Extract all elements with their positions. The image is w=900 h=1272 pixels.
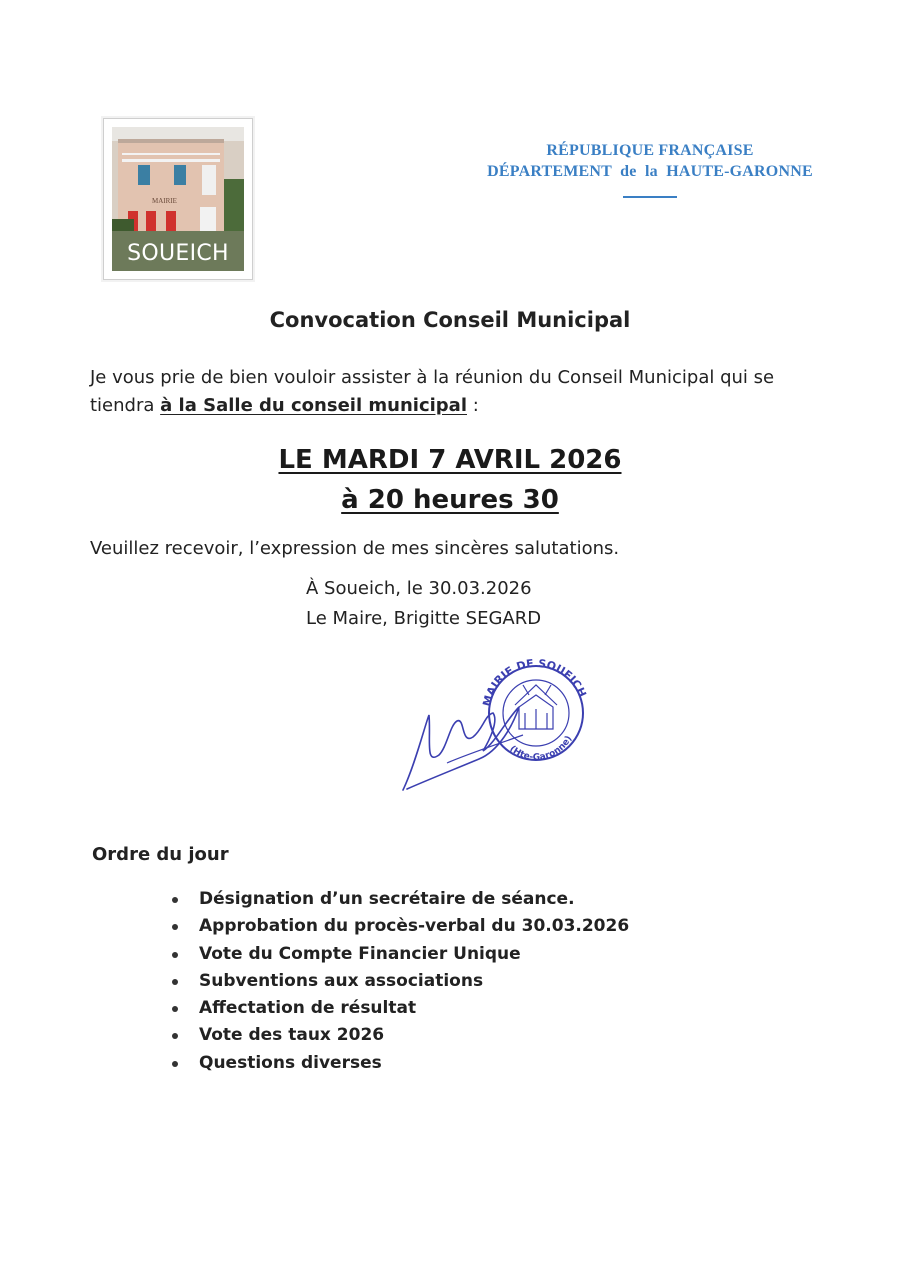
letterhead (440, 140, 860, 198)
place-date: À Soueich, le 30.03.2026 (306, 578, 532, 599)
stamp-emblem (515, 685, 557, 729)
page-title: Convocation Conseil Municipal (269, 308, 631, 332)
stamp-bottom-text: (Hte-Garonne) (507, 734, 575, 763)
handwritten-signature (403, 707, 519, 790)
meeting-date: LE MARDI 7 AVRIL 2026 (278, 445, 622, 475)
meeting-time: à 20 heures 30 (341, 485, 559, 515)
intro-colon: : (467, 395, 479, 416)
official-stamp (395, 655, 595, 800)
list-item: Désignation d’un secrétaire de séance. (170, 888, 629, 915)
agenda-title: Ordre du jour (92, 844, 229, 865)
intro-paragraph (90, 364, 830, 420)
signature-block (306, 574, 541, 634)
list-item: Vote des taux 2026 (170, 1024, 629, 1051)
agenda-list (170, 888, 629, 1079)
mairie-sign-text: MAIRIE (152, 197, 177, 205)
list-item: Affectation de résultat (170, 997, 629, 1024)
list-item: Approbation du procès-verbal du 30.03.2026 (170, 915, 629, 942)
salutation: Veuillez recevoir, l’expression de mes sincères salutations. (90, 538, 620, 559)
header-republic: RÉPUBLIQUE FRANÇAISE (546, 142, 754, 159)
list-item: Subventions aux associations (170, 970, 629, 997)
meeting-place: à la Salle du conseil municipal (160, 395, 467, 416)
stamp-top-text: MAIRIE DE SOUEICH (480, 656, 589, 708)
town-hall-logo (103, 118, 253, 280)
logo-caption: SOUEICH (127, 241, 229, 266)
signer-name: Le Maire, Brigitte SEGARD (306, 608, 542, 629)
list-item: Vote du Compte Financier Unique (170, 943, 629, 970)
header-rule (623, 196, 677, 198)
meeting-datetime (0, 440, 900, 520)
intro-text: Je vous prie de bien vouloir assister à la réunion du Conseil Municipal qui se tiendra (90, 367, 775, 416)
list-item: Questions diverses (170, 1052, 629, 1079)
header-department: DÉPARTEMENT de la HAUTE-GARONNE (487, 163, 813, 180)
